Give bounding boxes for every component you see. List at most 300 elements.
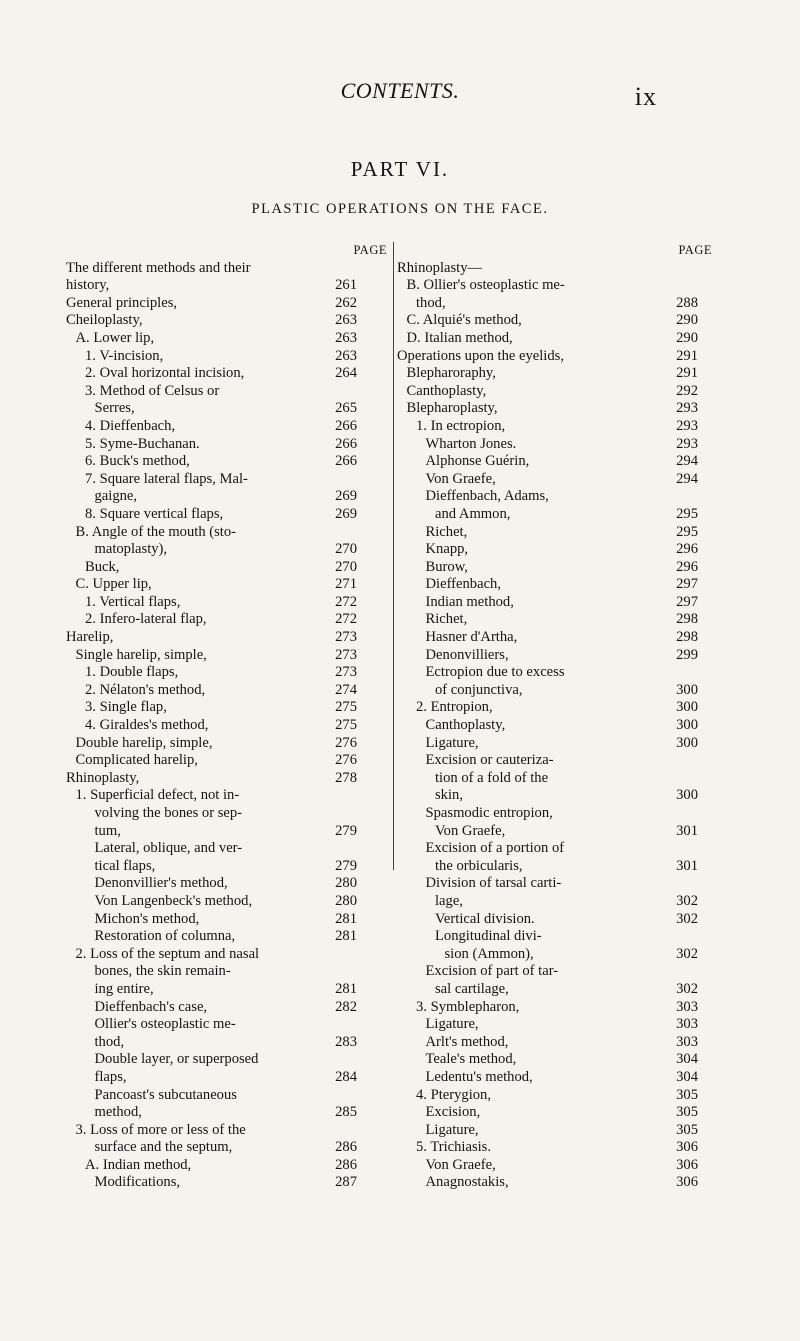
toc-entry-title: Excision of a portion of	[425, 840, 565, 857]
toc-entry	[397, 295, 712, 313]
toc-entry-title: Rhinoplasty—	[397, 259, 483, 276]
toc-entry-page: 263	[335, 329, 357, 346]
toc-entry-page: 299	[676, 646, 698, 663]
toc-entry-page: 295	[676, 505, 698, 522]
toc-entry	[66, 928, 391, 946]
toc-entry	[66, 330, 391, 348]
toc-entry-title: Ligature,	[425, 1121, 479, 1138]
toc-entry-title: Single harelip, simple,	[75, 646, 207, 663]
section-heading: PLASTIC OPERATIONS ON THE FACE.	[251, 201, 549, 217]
toc-entry	[397, 277, 712, 295]
toc-entry-title: Hasner d'Artha,	[425, 629, 518, 646]
toc-entry-page: 304	[676, 1068, 698, 1085]
toc-entry-title: 3. Loss of more or less of the	[75, 1121, 246, 1138]
toc-entry	[66, 1051, 391, 1069]
page-folio: ix	[634, 82, 657, 111]
toc-entry-page: 297	[676, 576, 698, 593]
toc-entry-title: tion of a fold of the	[435, 769, 549, 786]
toc-entry-title: A. Indian method,	[85, 1156, 192, 1173]
toc-entry-page: 285	[335, 1104, 357, 1121]
toc-entry-title: 2. Oval horizontal incision,	[85, 365, 245, 382]
toc-entry-title: 2. Loss of the septum and nasal	[75, 945, 260, 962]
toc-entry-title: matoplasty),	[94, 541, 168, 558]
toc-entry-page: 269	[335, 488, 357, 505]
toc-entry-title: C. Upper lip,	[75, 576, 152, 593]
toc-entry	[66, 981, 391, 999]
toc-entry-title: and Ammon,	[435, 505, 511, 522]
toc-entry-title: Excision,	[425, 1104, 481, 1121]
toc-entry-page: 306	[676, 1174, 698, 1191]
toc-entry-title: surface and the septum,	[94, 1139, 233, 1156]
toc-entry-title: Excision of part of tar-	[425, 963, 559, 980]
running-head	[0, 72, 800, 112]
toc-entry-page: 276	[335, 734, 357, 751]
toc-entry-page: 269	[335, 505, 357, 522]
toc-entry-title: history,	[66, 277, 110, 294]
toc-entry-title: Indian method,	[425, 593, 514, 610]
toc-entry-page: 283	[335, 1033, 357, 1050]
toc-entry	[397, 1034, 712, 1052]
toc-entry-title: B. Angle of the mouth (sto-	[75, 523, 237, 540]
toc-entry-title: Restoration of columna,	[94, 928, 236, 945]
toc-entry-title: skin,	[435, 787, 463, 804]
toc-entry-list	[66, 260, 391, 1192]
toc-entry-title: Von Graefe,	[435, 822, 506, 839]
toc-entry	[397, 699, 712, 717]
toc-entry	[397, 260, 712, 278]
toc-entry-title: Double harelip, simple,	[75, 734, 213, 751]
toc-entry	[66, 1087, 391, 1105]
toc-entry-title: Cheiloplasty,	[66, 312, 143, 329]
toc-entry	[397, 524, 712, 542]
toc-entry-page: 262	[335, 294, 357, 311]
toc-entry-page: 302	[676, 945, 698, 962]
toc-entry-page: 298	[676, 611, 698, 628]
toc-entry	[66, 699, 391, 717]
toc-entry	[66, 805, 391, 823]
toc-entry-title: 4. Dieffenbach,	[85, 417, 176, 434]
toc-entry-page: 275	[335, 717, 357, 734]
toc-entry-title: 2. Infero-lateral flap,	[85, 611, 207, 628]
toc-entry	[66, 963, 391, 981]
toc-entry-page: 286	[335, 1156, 357, 1173]
toc-entry-title: bones, the skin remain-	[94, 963, 231, 980]
toc-entry	[397, 400, 712, 418]
toc-entry	[66, 629, 391, 647]
toc-entry	[66, 1069, 391, 1087]
toc-entry-page: 291	[676, 347, 698, 364]
toc-entry	[397, 735, 712, 753]
page-column-label: PAGE	[353, 243, 387, 257]
toc-entry	[66, 400, 391, 418]
toc-entry-page: 279	[335, 822, 357, 839]
toc-entry-page: 301	[676, 822, 698, 839]
toc-entry-title: Canthoplasty,	[406, 382, 487, 399]
toc-entry	[397, 946, 712, 964]
toc-entry	[66, 365, 391, 383]
toc-entry-page: 276	[335, 752, 357, 769]
toc-entry	[66, 946, 391, 964]
toc-entry	[66, 1034, 391, 1052]
toc-entry-title: flaps,	[94, 1068, 127, 1085]
toc-entry-page: 263	[335, 347, 357, 364]
toc-entry	[66, 999, 391, 1017]
toc-entry-title: Denonvillier's method,	[94, 875, 228, 892]
toc-entry	[397, 1051, 712, 1069]
toc-entry	[397, 787, 712, 805]
toc-entry-page: 264	[335, 365, 357, 382]
toc-entry-page: 298	[676, 629, 698, 646]
toc-entry-title: 1. Vertical flaps,	[85, 593, 181, 610]
toc-entry	[66, 1157, 391, 1175]
toc-entry-page: 280	[335, 892, 357, 909]
toc-entry	[397, 1139, 712, 1157]
toc-entry-title: C. Alquié's method,	[406, 312, 522, 329]
toc-entry-title: 6. Buck's method,	[85, 453, 190, 470]
toc-entry-title: Von Graefe,	[425, 470, 496, 487]
toc-entry-page: 303	[676, 1033, 698, 1050]
toc-entry	[66, 840, 391, 858]
toc-entry-page: 294	[676, 470, 698, 487]
toc-entry	[66, 559, 391, 577]
toc-entry-title: Anagnostakis,	[425, 1174, 509, 1191]
toc-right-column	[397, 242, 712, 1192]
toc-entry-title: General principles,	[66, 294, 178, 311]
toc-entry	[66, 1139, 391, 1157]
toc-entry-page: 281	[335, 910, 357, 927]
toc-entry	[397, 488, 712, 506]
toc-entry-title: Excision or cauteriza-	[425, 752, 554, 769]
toc-entry	[66, 348, 391, 366]
toc-entry-title: Ledentu's method,	[425, 1068, 533, 1085]
toc-entry-page: 281	[335, 928, 357, 945]
toc-entry	[66, 594, 391, 612]
toc-entry-title: Dieffenbach,	[425, 576, 501, 593]
toc-entry-title: the orbicularis,	[435, 857, 523, 874]
toc-entry-title: 1. In ectropion,	[416, 417, 506, 434]
toc-entry	[66, 893, 391, 911]
toc-entry-page: 294	[676, 453, 698, 470]
toc-entry-title: D. Italian method,	[406, 329, 513, 346]
toc-entry-page: 270	[335, 558, 357, 575]
toc-entry-page: 306	[676, 1156, 698, 1173]
toc-entry	[66, 524, 391, 542]
toc-entry	[397, 823, 712, 841]
toc-entry-page: 297	[676, 593, 698, 610]
toc-entry-page: 300	[676, 787, 698, 804]
toc-entry	[397, 1174, 712, 1192]
toc-entry-page: 300	[676, 699, 698, 716]
toc-entry	[66, 418, 391, 436]
toc-entry-page: 273	[335, 629, 357, 646]
toc-entry-title: ing entire,	[94, 980, 154, 997]
toc-entry-title: Ligature,	[425, 1016, 479, 1033]
toc-entry	[397, 664, 712, 682]
toc-entry-title: sal cartilage,	[435, 980, 509, 997]
toc-entry-title: 2. Entropion,	[416, 699, 493, 716]
toc-entry	[66, 717, 391, 735]
toc-entry-title: tical flaps,	[94, 857, 156, 874]
toc-entry	[397, 928, 712, 946]
toc-entry	[66, 312, 391, 330]
toc-entry-title: gaigne,	[94, 488, 138, 505]
toc-entry-title: Pancoast's subcutaneous	[94, 1086, 237, 1103]
toc-entry	[66, 787, 391, 805]
toc-entry	[397, 365, 712, 383]
toc-entry-page: 303	[676, 998, 698, 1015]
toc-entry-title: Alphonse Guérin,	[425, 453, 530, 470]
toc-entry-page: 301	[676, 857, 698, 874]
toc-entry-page: 304	[676, 1051, 698, 1068]
toc-entry-page: 290	[676, 312, 698, 329]
toc-entry	[397, 418, 712, 436]
toc-entry-title: Richet,	[425, 611, 468, 628]
toc-entry-title: Operations upon the eyelids,	[397, 347, 564, 364]
toc-entry-page: 272	[335, 593, 357, 610]
toc-entry	[397, 1104, 712, 1122]
toc-entry-title: Von Langenbeck's method,	[94, 892, 253, 909]
toc-entry	[66, 383, 391, 401]
toc-entry-title: 3. Single flap,	[85, 699, 167, 716]
toc-entry-title: Rhinoplasty,	[66, 769, 140, 786]
toc-entry	[397, 875, 712, 893]
toc-entry-page: 296	[676, 558, 698, 575]
toc-entry	[397, 436, 712, 454]
toc-entry	[66, 436, 391, 454]
toc-entry-list	[397, 260, 712, 1192]
toc-entry-page: 287	[335, 1174, 357, 1191]
toc-entry	[66, 471, 391, 489]
toc-entry	[66, 453, 391, 471]
toc-entry	[397, 312, 712, 330]
toc-entry	[397, 770, 712, 788]
toc-entry-title: 5. Trichiasis.	[416, 1139, 492, 1156]
toc-entry-title: Blepharoraphy,	[406, 365, 496, 382]
toc-entry-title: Harelip,	[66, 629, 114, 646]
toc-entry	[66, 1122, 391, 1140]
toc-entry	[66, 647, 391, 665]
toc-entry-title: Knapp,	[425, 541, 469, 558]
toc-entry	[66, 858, 391, 876]
column-divider	[393, 242, 394, 870]
toc-entry-title: Blepharoplasty,	[406, 400, 498, 417]
toc-entry-page: 300	[676, 681, 698, 698]
toc-entry	[397, 1069, 712, 1087]
toc-entry	[397, 1016, 712, 1034]
toc-entry-title: method,	[94, 1104, 142, 1121]
toc-entry	[397, 611, 712, 629]
toc-entry	[397, 682, 712, 700]
toc-entry	[397, 541, 712, 559]
toc-entry-title: 7. Square lateral flaps, Mal-	[85, 470, 248, 487]
toc-entry	[397, 453, 712, 471]
toc-entry	[397, 1122, 712, 1140]
toc-entry-title: Von Graefe,	[425, 1156, 496, 1173]
toc-entry-page: 282	[335, 998, 357, 1015]
toc-entry-title: The different methods and their	[66, 259, 251, 276]
toc-entry-title: tum,	[94, 822, 121, 839]
toc-entry	[397, 999, 712, 1017]
toc-entry-page: 296	[676, 541, 698, 558]
toc-entry-title: 4. Giraldes's method,	[85, 717, 209, 734]
toc-entry-page: 288	[676, 294, 698, 311]
toc-entry-title: 5. Syme-Buchanan.	[85, 435, 200, 452]
toc-entry-page: 305	[676, 1104, 698, 1121]
toc-entry-page: 293	[676, 400, 698, 417]
toc-entry	[397, 981, 712, 999]
toc-entry-title: Serres,	[94, 400, 135, 417]
toc-entry	[397, 805, 712, 823]
toc-entry	[66, 682, 391, 700]
toc-entry	[66, 911, 391, 929]
page-column-label: PAGE	[678, 243, 712, 257]
toc-entry-title: Modifications,	[94, 1174, 181, 1191]
toc-entry-title: Dieffenbach's case,	[94, 998, 208, 1015]
toc-entry-title: B. Ollier's osteoplastic me-	[406, 277, 565, 294]
toc-entry-page: 273	[335, 646, 357, 663]
toc-entry-page: 300	[676, 734, 698, 751]
toc-entry-page: 290	[676, 329, 698, 346]
toc-entry-page: 300	[676, 717, 698, 734]
toc-entry-title: 3. Symblepharon,	[416, 998, 520, 1015]
toc-entry-page: 305	[676, 1121, 698, 1138]
toc-entry-page: 305	[676, 1086, 698, 1103]
toc-entry	[66, 506, 391, 524]
toc-entry-page: 291	[676, 365, 698, 382]
toc-entry	[397, 576, 712, 594]
toc-entry-page: 295	[676, 523, 698, 540]
toc-entry-title: volving the bones or sep-	[94, 805, 243, 821]
toc-entry-title: Michon's method,	[94, 910, 200, 927]
toc-entry-title: Complicated harelip,	[75, 752, 198, 769]
toc-entry-title: Ligature,	[425, 734, 479, 751]
toc-entry-page: 274	[335, 681, 357, 698]
toc-entry-title: Double layer, or superposed	[94, 1051, 259, 1068]
toc-entry-page: 266	[335, 453, 357, 470]
toc-entry-page: 293	[676, 417, 698, 434]
toc-entry-title: Wharton Jones.	[425, 435, 517, 452]
toc-entry-title: A. Lower lip,	[75, 329, 155, 346]
toc-entry-title: 2. Nélaton's method,	[85, 681, 206, 698]
toc-entry-title: thod,	[416, 294, 446, 311]
toc-entry	[66, 576, 391, 594]
toc-entry	[66, 735, 391, 753]
toc-entry	[397, 348, 712, 366]
toc-entry-title: of conjunctiva,	[435, 681, 523, 698]
toc-entry-page: 261	[335, 277, 357, 294]
toc-entry-title: Canthoplasty,	[425, 717, 506, 734]
toc-entry	[66, 1104, 391, 1122]
toc-entry-page: 302	[676, 892, 698, 909]
toc-entry	[66, 770, 391, 788]
toc-entry-title: Arlt's method,	[425, 1033, 509, 1050]
toc-entry	[397, 893, 712, 911]
part-heading: PART VI.	[350, 157, 450, 181]
toc-entry	[397, 471, 712, 489]
toc-entry-title: sion (Ammon),	[444, 945, 534, 962]
toc-entry-title: 8. Square vertical flaps,	[85, 505, 224, 522]
toc-entry	[397, 752, 712, 770]
toc-entry-page: 275	[335, 699, 357, 716]
toc-entry-page: 272	[335, 611, 357, 628]
toc-entry-page: 263	[335, 312, 357, 329]
toc-entry-page: 279	[335, 857, 357, 874]
toc-entry-page: 280	[335, 875, 357, 892]
toc-entry-title: Ollier's osteoplastic me-	[94, 1016, 236, 1033]
toc-entry	[66, 488, 391, 506]
toc-entry	[66, 260, 391, 278]
toc-entry-title: Dieffenbach, Adams,	[425, 488, 549, 505]
toc-entry	[397, 1157, 712, 1175]
toc-entry-title: Richet,	[425, 523, 468, 540]
toc-entry	[66, 295, 391, 313]
running-title: CONTENTS.	[340, 78, 460, 103]
toc-entry	[397, 559, 712, 577]
toc-entry-page: 302	[676, 910, 698, 927]
toc-entry-title: 1. Double flaps,	[85, 664, 179, 681]
toc-entry-title: Buck,	[85, 558, 120, 575]
toc-entry-page: 266	[335, 417, 357, 434]
toc-entry	[397, 330, 712, 348]
toc-entry	[66, 823, 391, 841]
toc-entry-page: 303	[676, 1016, 698, 1033]
toc-entry-title: Longitudinal divi-	[435, 928, 542, 945]
toc-entry-page: 286	[335, 1139, 357, 1156]
toc-entry	[397, 963, 712, 981]
toc-entry	[66, 1174, 391, 1192]
toc-entry	[397, 911, 712, 929]
toc-entry-page: 284	[335, 1068, 357, 1085]
toc-entry-title: Burow,	[425, 558, 468, 575]
toc-entry-page: 293	[676, 435, 698, 452]
toc-entry	[66, 277, 391, 295]
toc-entry	[397, 594, 712, 612]
toc-entry	[66, 752, 391, 770]
toc-entry-title: lage,	[435, 892, 463, 909]
toc-entry-title: Lateral, oblique, and ver-	[94, 840, 243, 857]
toc-entry	[397, 506, 712, 524]
toc-entry-title: Spasmodic entropion,	[425, 805, 553, 821]
toc-entry-page: 292	[676, 382, 698, 399]
toc-entry-page: 271	[335, 576, 357, 593]
toc-entry-title: Teale's method,	[425, 1051, 517, 1068]
toc-entry-title: 1. Superficial defect, not in-	[75, 787, 240, 804]
toc-left-column	[66, 242, 391, 1192]
toc-entry	[397, 647, 712, 665]
toc-entry	[66, 664, 391, 682]
toc-entry-page: 273	[335, 664, 357, 681]
toc-entry-title: Denonvilliers,	[425, 646, 509, 663]
toc-entry-page: 302	[676, 980, 698, 997]
toc-entry-title: Vertical division.	[435, 910, 535, 927]
toc-entry	[397, 383, 712, 401]
toc-entry-title: Division of tarsal carti-	[425, 875, 562, 892]
toc-entry-page: 281	[335, 980, 357, 997]
toc-entry	[66, 541, 391, 559]
toc-entry-page: 270	[335, 541, 357, 558]
toc-entry-title: Ectropion due to excess	[425, 664, 565, 681]
toc-entry-page: 265	[335, 400, 357, 417]
toc-entry-page: 266	[335, 435, 357, 452]
toc-entry-page: 306	[676, 1139, 698, 1156]
toc-entry-title: thod,	[94, 1033, 125, 1050]
toc-entry	[66, 1016, 391, 1034]
toc-entry	[397, 858, 712, 876]
toc-entry	[397, 717, 712, 735]
toc-entry	[397, 629, 712, 647]
toc-entry	[397, 1087, 712, 1105]
toc-entry-title: 4. Pterygion,	[416, 1086, 491, 1103]
